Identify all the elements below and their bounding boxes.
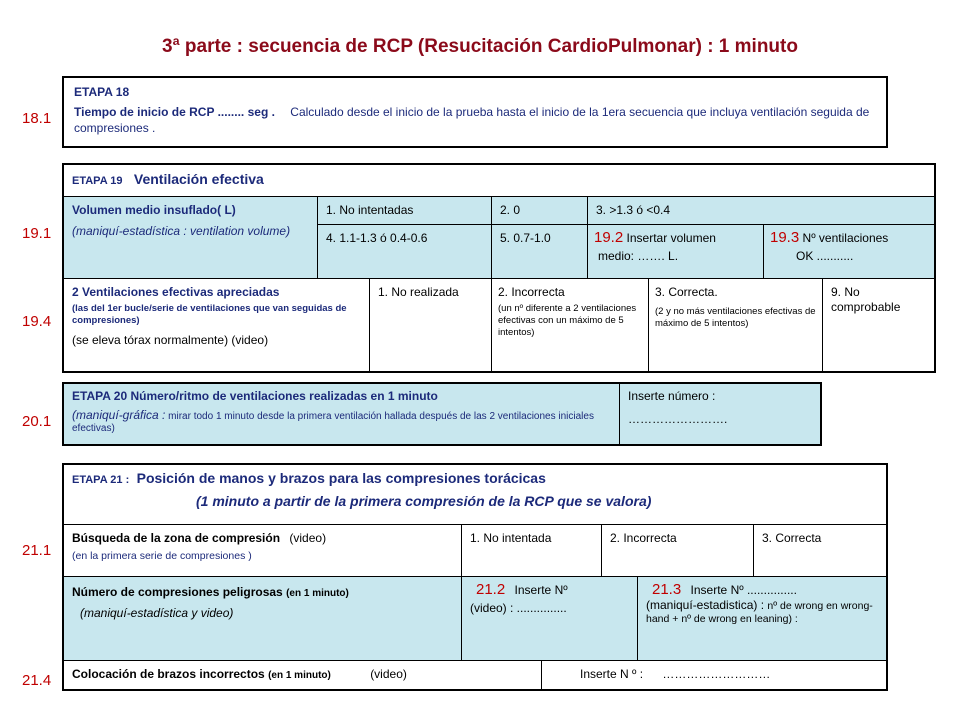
etapa-20-box <box>62 382 822 446</box>
volume-option-4[interactable]: 4. 1.1-1.3 ó 0.4-0.6 <box>318 225 492 279</box>
etapa-21-box <box>62 463 888 691</box>
etapa-19-prefix: ETAPA 19 <box>72 175 123 187</box>
field-19-3: 19.3 <box>770 229 800 246</box>
danger-stat-rest: nº de wrong en wrong-hand + nº de wrong en leaning) : <box>646 600 873 625</box>
danger-stat-cell[interactable] <box>638 577 886 661</box>
search-option-2[interactable]: 2. Incorrecta <box>602 525 754 577</box>
volume-option-1[interactable]: 1. No intentadas <box>318 197 492 225</box>
search-option-3[interactable]: 3. Correcta <box>754 525 886 577</box>
ventilations-ok: OK ........... <box>796 249 854 263</box>
vent2-option-3[interactable] <box>649 279 823 371</box>
vent2-option-2-sub: (un nº diferente a 2 ventilaciones efectivas con un máximo de 5 intentos) <box>498 303 637 338</box>
volume-label: Volumen medio insuflado( L) <box>72 203 236 217</box>
vent2-label: 2 Ventilaciones efectivas apreciadas <box>72 285 280 299</box>
arms-insert-cell[interactable] <box>542 661 886 689</box>
field-21-2: 21.2 <box>476 581 506 598</box>
arms-insert-label: Inserte N º : <box>580 667 644 681</box>
etapa-21-prefix: ETAPA 21 : <box>72 474 130 486</box>
etapa-20-sub-rest: mirar todo 1 minuto desde la primera ventilación hallada después de las 2 ventilaciones iniciales efectivas) <box>72 411 594 434</box>
label-21-4: 21.4 <box>22 672 52 689</box>
volume-sub: (maniquí-estadística : ventilation volume) <box>72 224 291 238</box>
danger-sub: (maniquí-estadística y video) <box>80 606 234 620</box>
vent2-option-2[interactable] <box>492 279 649 371</box>
etapa-21-sub: (1 minuto a partir de la primera compresión de la RCP que se valora) <box>196 493 652 509</box>
vent2-note: (se eleva tórax normalmente) (video) <box>72 333 269 347</box>
volume-insert-cell[interactable] <box>588 225 764 279</box>
vent2-option-9[interactable]: 9. No comprobable <box>831 285 901 314</box>
etapa-18-time-label: Tiempo de inicio de RCP ........ seg . <box>74 105 275 119</box>
label-21-1: 21.1 <box>22 542 52 559</box>
etapa-20-header: ETAPA 20 Número/ritmo de ventilaciones realizadas en 1 minuto <box>72 389 438 403</box>
etapa-18-time-desc: Calculado desde el inicio de la prueba hasta el inicio de la 1era secuencia que incluya ventilación seguida de compresiones . <box>74 105 870 135</box>
search-option-1[interactable]: 1. No intentada <box>462 525 602 577</box>
etapa-20-sub-lead: (maniquí-gráfica : <box>72 408 166 422</box>
label-20-1: 20.1 <box>22 413 52 430</box>
search-label: Búsqueda de la zona de compresión <box>72 531 281 545</box>
label-19-4: 19.4 <box>22 313 52 330</box>
danger-stat-lead: (maniquí-estadistica) : <box>646 598 765 612</box>
volume-option-2[interactable]: 2. 0 <box>492 197 588 225</box>
arms-insert-dots: ……………………… <box>662 667 771 681</box>
field-21-3: 21.3 <box>652 581 682 598</box>
ventilations-ok-cell[interactable] <box>764 225 934 279</box>
vent2-sub: (las del 1er bucle/serie de ventilaciones que van seguidas de compresiones) <box>72 303 347 326</box>
danger-label: Número de compresiones peligrosas <box>72 585 283 599</box>
vent2-option-3-sub: (2 y no más ventilaciones efectivas de máximo de 5 intentos) <box>655 306 816 329</box>
page-title: 3ª parte : secuencia de RCP (Resucitación CardioPulmonar) : 1 minuto <box>162 36 798 57</box>
arms-unit: (en 1 minuto) <box>268 670 331 681</box>
danger-unit: (en 1 minuto) <box>286 588 349 599</box>
arms-video: (video) <box>370 667 407 681</box>
danger-video-dots: (video) : ............... <box>470 601 567 615</box>
volume-option-3[interactable]: 3. >1.3 ó <0.4 <box>588 197 934 225</box>
insert-volume-label: Insertar volumen <box>626 231 716 245</box>
etapa-18-header: ETAPA 18 <box>74 85 130 99</box>
field-19-2: 19.2 <box>594 229 624 246</box>
danger-video-cell[interactable] <box>462 577 638 661</box>
ventilations-label: Nº ventilaciones <box>802 231 889 245</box>
vent2-option-2-label: 2. Incorrecta <box>498 285 565 299</box>
label-18-1: 18.1 <box>22 110 52 127</box>
etapa-20-insert-cell[interactable] <box>620 384 820 444</box>
vent2-option-3-label: 3. Correcta. <box>655 285 718 299</box>
volume-medio: medio: ……. L. <box>598 249 679 263</box>
arms-label: Colocación de brazos incorrectos <box>72 667 265 681</box>
vent2-option-1[interactable]: 1. No realizada <box>370 279 492 371</box>
etapa-20-insert-dots: ……………………. <box>628 412 728 426</box>
label-19-1: 19.1 <box>22 225 52 242</box>
danger-insert-label: Inserte Nº <box>514 583 568 597</box>
etapa-21-title: Posición de manos y brazos para las compresiones torácicas <box>136 470 546 486</box>
etapa-18-box <box>62 76 888 148</box>
search-video: (video) <box>289 531 327 545</box>
search-sub: (en la primera serie de compresiones ) <box>72 550 252 562</box>
etapa-20-insert-label: Inserte número : <box>628 389 716 403</box>
etapa-19-box <box>62 163 936 373</box>
etapa-19-title: Ventilación efectiva <box>133 171 264 187</box>
danger-insert-label-2: Inserte Nº ............... <box>690 583 797 597</box>
volume-option-5[interactable]: 5. 0.7-1.0 <box>492 225 588 279</box>
